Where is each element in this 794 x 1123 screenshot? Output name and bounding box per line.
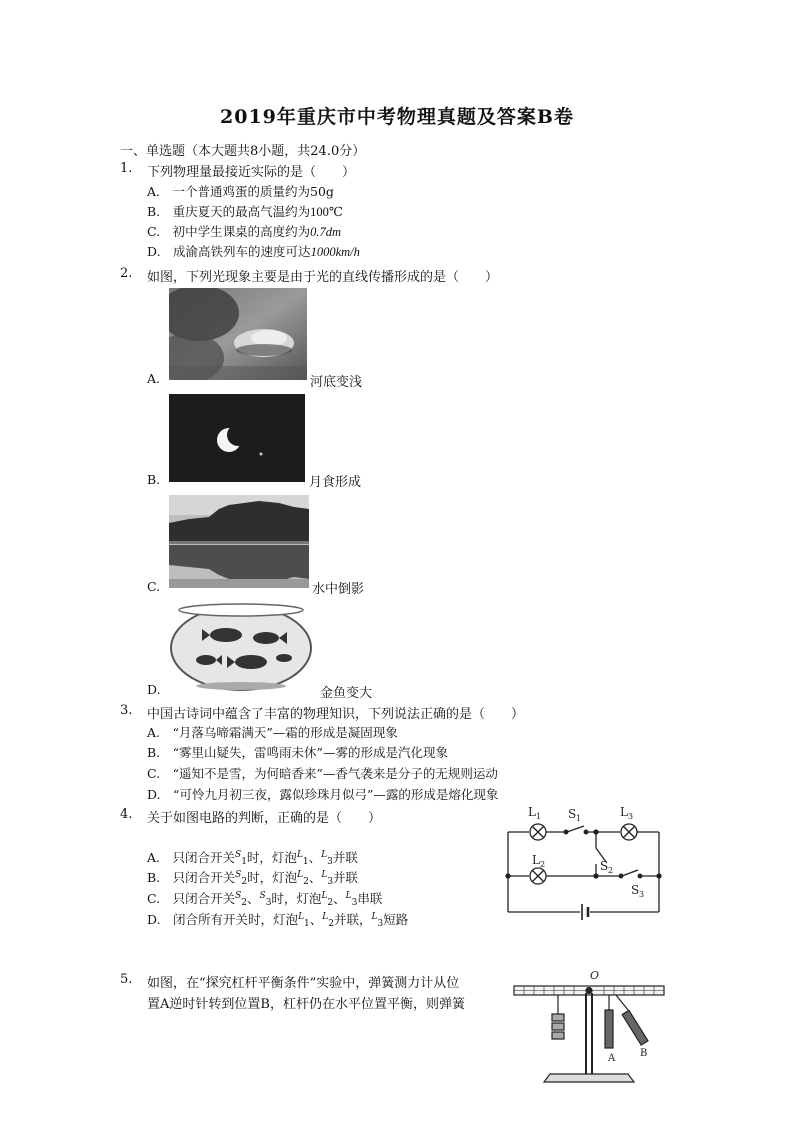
q4-d-sub2: 2 [328, 919, 335, 929]
q2-option-c-caption: 水中倒影 [312, 582, 365, 597]
q4-b-sym2: L [297, 870, 304, 880]
svg-text:1: 1 [576, 814, 582, 823]
q4-a-sym2: L [296, 850, 303, 860]
q4-d-text2: 、 [309, 912, 323, 927]
q2-option-b-label: B. [147, 472, 161, 487]
q4-stem: 关于如图电路的判断，正确的是（ ） [147, 811, 382, 826]
svg-text:S: S [600, 859, 609, 873]
q4-d-sym1: L [298, 912, 305, 922]
q4-c-text2: 、 [247, 891, 260, 906]
q2-stem: 如图，下列光现象主要是由于光的直线传播形成的是（ ） [147, 270, 499, 285]
q4-a-text2: 时，灯泡 [246, 850, 297, 865]
q4-a-sub2: 1 [302, 857, 309, 867]
q2-option-a-label: A. [147, 371, 161, 386]
q4-option-a [147, 848, 358, 867]
q4-d-text1: D. 闭合所有开关时，灯泡 [147, 912, 299, 927]
q4-a-sub3: 3 [327, 857, 333, 867]
q4-d-sub1: 1 [304, 919, 310, 929]
q1-option-c-value: 0.7dm [310, 225, 341, 239]
q5-line1: 如图，在“探究杠杆平衡条件”实验中，弹簧测力计从位 [147, 976, 460, 991]
svg-text:L: L [532, 853, 540, 867]
q3-option-d: D. “可怜九月初三夜，露似珍珠月似弓”—露的形成是熔化现象 [147, 787, 499, 802]
q4-c-sym4: L [345, 891, 352, 901]
q4-a-text4: 并联 [332, 850, 358, 865]
section-heading: 一、单选题（本大题共8小题，共24.0分） [120, 144, 366, 159]
q4-c-sub3: 2 [327, 898, 334, 908]
q4-d-sym3: L [371, 912, 378, 922]
q2-option-c-label: C. [147, 579, 161, 594]
svg-text:1: 1 [536, 812, 542, 821]
q2-number: 2. [120, 266, 133, 281]
svg-text:3: 3 [628, 812, 634, 821]
q4-option-c [147, 889, 382, 908]
q1-option-d-text: D. 成渝高铁列车的速度可达 [147, 244, 311, 259]
q4-d-sub3: 3 [377, 919, 384, 929]
q1-option-d [147, 242, 360, 260]
q1-option-b-text: B. 重庆夏天的最高气温约为 [147, 204, 311, 219]
q4-b-text3: 、 [308, 870, 322, 885]
eclipse-photo [169, 394, 305, 482]
q3-stem: 中国古诗词中蕴含了丰富的物理知识，下列说法正确的是（ ） [147, 707, 525, 722]
q4-b-text1: B. 只闭合开关 [147, 870, 236, 885]
fishbowl-photo [166, 600, 316, 692]
q4-c-sym3: L [321, 891, 328, 901]
q4-a-sym1: S [235, 850, 242, 860]
q4-a-sym3: L [321, 850, 328, 860]
svg-text:S: S [568, 807, 577, 821]
q3-number: 3. [120, 703, 133, 718]
circuit-diagram [496, 804, 671, 926]
position-b-label: B [640, 1048, 648, 1059]
svg-text:S: S [631, 883, 640, 897]
svg-text:L: L [620, 805, 628, 819]
q4-b-sym3: L [321, 870, 328, 880]
q4-b-sub2: 2 [303, 877, 309, 887]
q1-option-c-text: C. 初中学生课桌的高度约为 [147, 224, 311, 239]
q4-d-text4: 短路 [383, 912, 409, 927]
q2-option-a-caption: 河底变浅 [310, 375, 363, 390]
q4-c-sub4: 3 [351, 898, 358, 908]
q5-line2: 置A逆时针转到位置B，杠杆仍在水平位置平衡，则弹簧 [147, 997, 465, 1012]
q4-b-text4: 并联 [333, 870, 359, 885]
svg-text:3: 3 [639, 890, 645, 899]
q1-option-a: A. 一个普通鸡蛋的质量约为50g [147, 184, 334, 199]
svg-text:2: 2 [540, 860, 546, 869]
q1-option-d-value: 1000km/h [310, 245, 360, 259]
q1-option-b [147, 202, 343, 220]
lever-apparatus-figure [510, 966, 670, 1088]
q1-stem: 下列物理量最接近实际的是（ ） [147, 165, 356, 180]
q1-option-c [147, 222, 341, 240]
page-title: 2019年重庆市中考物理真题及答案B卷 [220, 106, 574, 128]
q4-c-text4: 、 [333, 891, 346, 906]
svg-text:2: 2 [608, 866, 614, 875]
q4-option-d [147, 910, 408, 929]
q5-number: 5. [120, 972, 133, 987]
q4-c-sym2: S [259, 891, 266, 901]
q4-c-text3: 时，灯泡 [271, 891, 322, 906]
q4-option-b [147, 868, 358, 887]
q4-a-sub1: 1 [241, 857, 247, 867]
q2-option-d-label: D. [147, 682, 161, 697]
q4-b-sub1: 2 [241, 877, 248, 887]
q4-b-sub3: 3 [327, 877, 334, 887]
q4-c-sym1: S [235, 891, 242, 901]
q3-option-b: B. “雾里山疑失，雷鸣雨未休”—雾的形成是汽化现象 [147, 745, 448, 760]
label-l1: L [528, 805, 536, 819]
q1-option-b-value: 100℃ [310, 205, 343, 219]
q4-c-sub2: 3 [265, 898, 272, 908]
q4-c-sub1: 2 [241, 898, 247, 908]
q3-option-c: C. “遥知不是雪，为何暗香来”—香气袭来是分子的无规则运动 [147, 766, 498, 781]
q4-b-text2: 时，灯泡 [247, 870, 298, 885]
q2-option-d-caption: 金鱼变大 [320, 686, 373, 701]
q4-number: 4. [120, 807, 133, 822]
q3-option-a: A. “月落乌啼霜满天”—霜的形成是凝固现象 [147, 725, 398, 740]
riverbed-photo [169, 288, 307, 380]
q4-a-text3: 、 [308, 850, 322, 865]
q4-d-text3: 并联， [334, 912, 372, 927]
reflection-photo [169, 495, 309, 588]
q4-b-sym1: S [235, 870, 242, 880]
position-a-label: A [608, 1053, 616, 1064]
q2-option-b-caption: 月食形成 [309, 475, 362, 490]
q1-number: 1. [120, 161, 133, 176]
q4-d-sym2: L [322, 912, 329, 922]
q4-a-text1: A. 只闭合开关 [147, 850, 236, 865]
q4-c-text5: 串联 [357, 891, 383, 906]
pivot-label: O [590, 969, 600, 982]
q4-c-text1: C. 只闭合开关 [147, 891, 236, 906]
